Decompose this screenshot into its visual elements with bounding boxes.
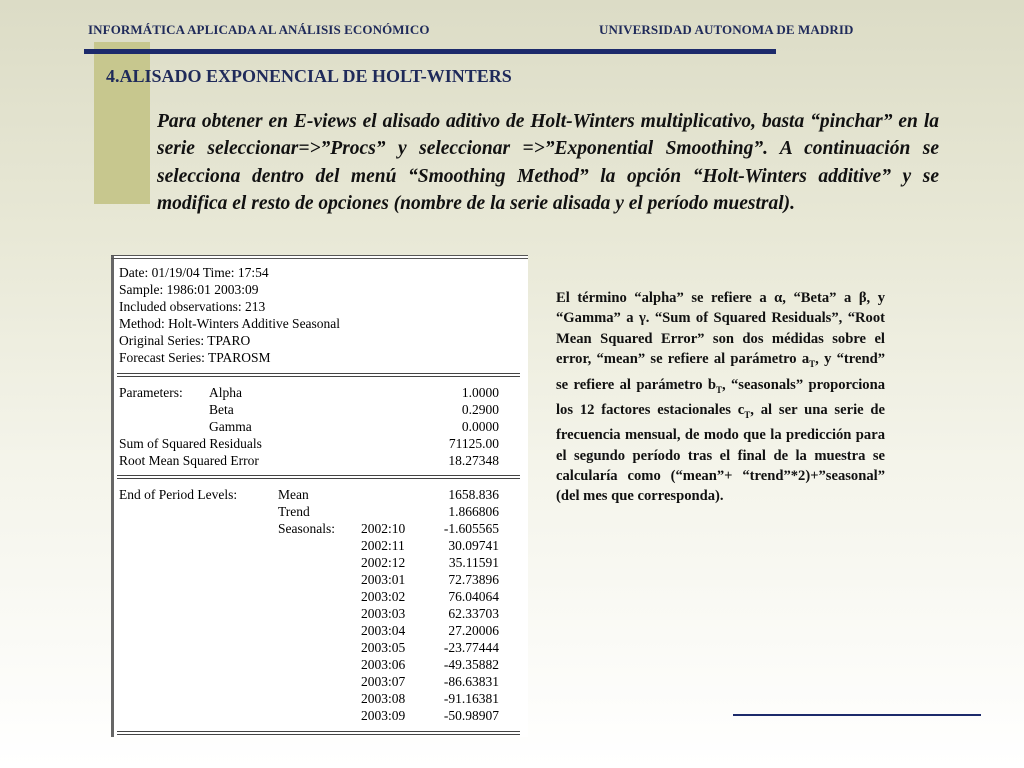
seasonal-period: 2003:01 xyxy=(361,572,406,587)
seasonal-period: 2003:09 xyxy=(361,708,406,723)
level-mean-value: 1658.836 xyxy=(448,487,499,502)
seasonal-value: 30.09741 xyxy=(448,538,499,553)
footer-rule xyxy=(733,714,981,716)
seasonal-value: -50.98907 xyxy=(443,708,499,723)
header-university: UNIVERSIDAD AUTONOMA DE MADRID xyxy=(599,22,854,37)
seasonal-period: 2003:08 xyxy=(361,691,406,706)
seasonal-value: -23.77444 xyxy=(443,640,499,655)
info-sample: Sample: 1986:01 2003:09 xyxy=(119,282,259,297)
param-alpha-name: Alpha xyxy=(209,385,242,400)
level-mean-name: Mean xyxy=(278,487,309,502)
stat-ssr-name: Sum of Squared Residuals xyxy=(119,436,262,451)
level-trend-name: Trend xyxy=(278,504,310,519)
info-method: Method: Holt-Winters Additive Seasonal xyxy=(119,316,341,331)
subscript-t: T xyxy=(744,409,751,420)
levels-label: End of Period Levels: xyxy=(119,487,238,502)
explanation-part-3: , “seasonals” proporciona los 12 factores estacionales c xyxy=(556,376,885,418)
info-observations: Included observations: 213 xyxy=(119,299,266,314)
parameters-label: Parameters: xyxy=(119,385,183,400)
info-original-series: Original Series: TPARO xyxy=(119,333,251,348)
seasonals-label: Seasonals: xyxy=(278,521,335,536)
info-forecast-series: Forecast Series: TPAROSM xyxy=(119,350,271,365)
stat-rmse-value: 18.27348 xyxy=(448,453,499,468)
seasonal-value: 76.04064 xyxy=(448,589,499,604)
level-trend-value: 1.866806 xyxy=(448,504,499,519)
seasonal-value: 72.73896 xyxy=(448,572,499,587)
param-gamma-value: 0.0000 xyxy=(461,419,499,434)
seasonal-period: 2003:07 xyxy=(361,674,406,689)
section-title: 4.ALISADO EXPONENCIAL DE HOLT-WINTERS xyxy=(106,66,512,86)
explanation-part-1: El término “alpha” se refiere a α, “Beta” a β, y “Gamma” a γ. “Sum of Squared Residuals”, “Root Mean Squared Error” son dos médidas sobre el error, “mean” se refiere al parámetro a xyxy=(556,290,885,368)
seasonal-period: 2003:04 xyxy=(361,623,406,638)
eviews-output-table xyxy=(111,255,528,737)
seasonal-period: 2002:11 xyxy=(361,538,405,553)
param-beta-value: 0.2900 xyxy=(461,402,499,417)
separator xyxy=(117,373,520,377)
table-top-edge xyxy=(111,255,528,259)
seasonal-value: 62.33703 xyxy=(448,606,499,621)
param-alpha-value: 1.0000 xyxy=(461,385,499,400)
seasonal-period: 2002:10 xyxy=(361,521,406,536)
seasonal-period: 2003:02 xyxy=(361,589,406,604)
seasonal-value: 27.20006 xyxy=(448,623,499,638)
seasonal-value: -49.35882 xyxy=(443,657,499,672)
info-date: Date: 01/19/04 Time: 17:54 xyxy=(119,265,269,280)
table-left-edge xyxy=(111,255,114,737)
seasonal-period: 2003:03 xyxy=(361,606,406,621)
seasonal-value: 35.11591 xyxy=(448,555,499,570)
seasonal-period: 2002:12 xyxy=(361,555,406,570)
param-beta-name: Beta xyxy=(209,402,234,417)
seasonal-period: 2003:05 xyxy=(361,640,406,655)
header-rule xyxy=(84,49,776,54)
separator xyxy=(117,731,520,735)
explanation-part-2: , y “trend” se refiere al parámetro b xyxy=(556,351,885,393)
seasonal-value: -1.605565 xyxy=(443,521,499,536)
header-course-title: INFORMÁTICA APLICADA AL ANÁLISIS ECONÓMICO xyxy=(88,22,430,37)
stat-rmse-name: Root Mean Squared Error xyxy=(119,453,259,468)
intro-paragraph: Para obtener en E-views el alisado aditivo de Holt-Winters multiplicativo, basta “pinchar” en la serie seleccionar=>”Procs” y seleccionar =>”Exponential Smoothing”. A continuación se selecciona dentro del menú “Smoothing Method” la opción “Holt-Winters additive” y se modifica el resto de opciones (nombre de la serie alisada y el período muestral). xyxy=(157,111,939,214)
stat-ssr-value: 71125.00 xyxy=(448,436,499,451)
subscript-t: T xyxy=(715,384,722,395)
seasonal-value: -86.63831 xyxy=(443,674,499,689)
seasonal-period: 2003:06 xyxy=(361,657,406,672)
separator xyxy=(117,475,520,479)
subscript-t: T xyxy=(809,359,816,370)
explanation-paragraph xyxy=(556,288,885,507)
param-gamma-name: Gamma xyxy=(209,419,252,434)
explanation-part-4: , al ser una serie de frecuencia mensual, de modo que la predicción para el segundo período tras el final de la muestra se calcularía como (“mean”+ “trend”*2)+”seasonal” (del mes que corresponda). xyxy=(556,401,886,505)
seasonal-value: -91.16381 xyxy=(443,691,499,706)
